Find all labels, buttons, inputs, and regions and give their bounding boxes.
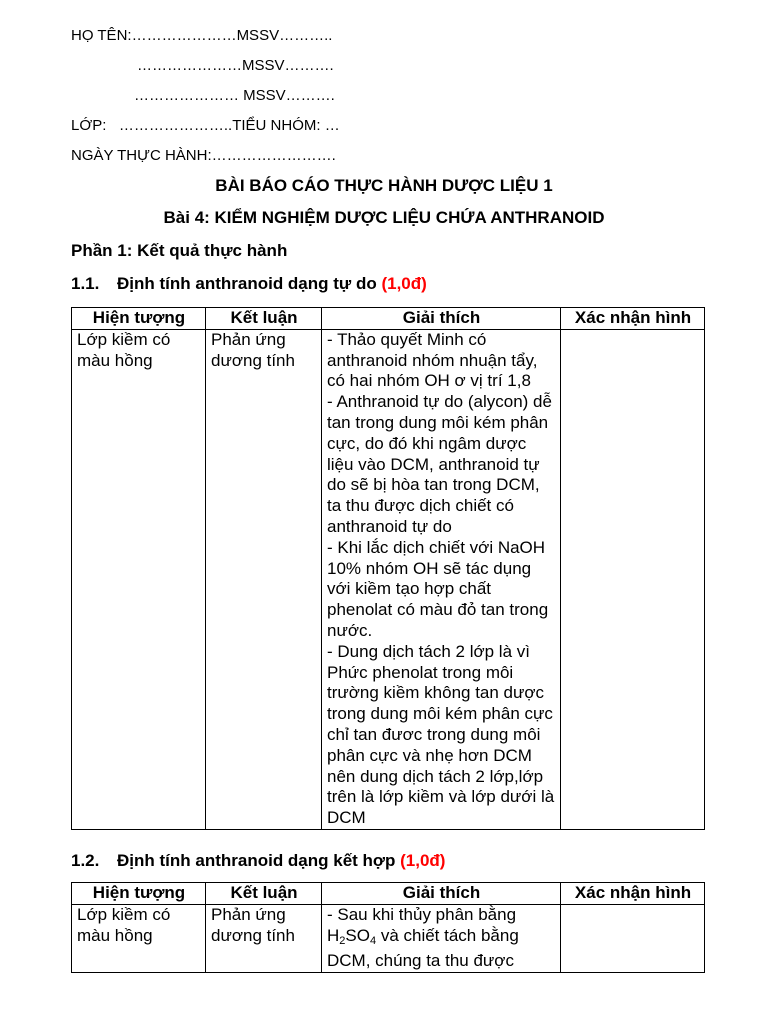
explanation-paragraph: - Anthranoid tự do (alycon) dễ tan trong dung môi kém phân cực, do đó khi ngâm dược liệu vào DCM, anthranoid tự do sẽ bị hòa tan trong DCM, ta thu được dịch chiết có anthranoid tự do (327, 392, 552, 536)
table-header-row (72, 308, 705, 330)
class-group-line: LỚP: …………………..TIỂU NHÓM: … (71, 117, 340, 134)
student-line-3: ………………… MSSV………. (134, 87, 335, 104)
section-1-2-heading (71, 851, 445, 871)
section-score: (1,0đ) (400, 851, 446, 870)
part1-heading: Phần 1: Kết quả thực hành (71, 241, 288, 260)
student-name-line: HỌ TÊN:…………………MSSV……….. (71, 27, 333, 44)
cell-confirmation (561, 329, 705, 829)
explanation-text: và chiết tách bằng DCM, chúng ta thu được (327, 925, 519, 971)
lesson-title: Bài 4: KIỂM NGHIỆM DƯỢC LIỆU CHỨA ANTHRANOID (163, 208, 605, 227)
report-title: BÀI BÁO CÁO THỰC HÀNH DƯỢC LIỆU 1 (215, 176, 553, 195)
cell-conclusion: Phản ứng dương tính (206, 904, 322, 972)
explanation-paragraph: - Dung dịch tách 2 lớp là vì Phức phenolat trong môi trường kiềm không tan dược trong dung môi kém phân cực chỉ tan đươc trong dung môi phân cực và nhẹ hơn DCM nên dung dịch tách 2 lớp,lớp trên là lớp kiềm và lớp dưới là DCM (327, 641, 555, 828)
section-number: 1.2. (71, 851, 100, 870)
cell-confirmation (561, 904, 705, 972)
explanation-paragraph: - Khi lắc dịch chiết với NaOH 10% nhóm OH sẽ tác dụng với kiềm tạo hợp chất phenolat có màu đỏ tan trong nước. (327, 537, 549, 640)
header-explanation: Giải thích (322, 308, 561, 330)
section-number: 1.1. (71, 274, 100, 293)
header-phenomenon: Hiện tượng (72, 883, 206, 905)
section-title: Định tính anthranoid dạng tự do (117, 274, 382, 293)
table-row (72, 904, 705, 972)
header-conclusion: Kết luận (206, 308, 322, 330)
header-conclusion: Kết luận (206, 883, 322, 905)
cell-explanation (322, 329, 561, 829)
section-1-1-heading (71, 274, 427, 294)
free-anthranoid-table (71, 307, 705, 830)
student-line-2: …………………MSSV………. (137, 57, 334, 74)
header-confirmation: Xác nhận hình (561, 308, 705, 330)
section-title: Định tính anthranoid dạng kết hợp (117, 851, 401, 870)
practice-date-line: NGÀY THỰC HÀNH:……………………. (71, 147, 336, 164)
header-phenomenon: Hiện tượng (72, 308, 206, 330)
explanation-text: SO (345, 925, 370, 945)
cell-conclusion: Phản ứng dương tính (206, 329, 322, 829)
header-explanation: Giải thích (322, 883, 561, 905)
table-row (72, 329, 705, 829)
combined-anthranoid-table (71, 882, 705, 973)
explanation-paragraph: - Thảo quyết Minh có anthranoid nhóm nhuận tẩy, có hai nhóm OH ơ vị trí 1,8 (327, 329, 538, 391)
header-confirmation: Xác nhận hình (561, 883, 705, 905)
section-score: (1,0đ) (381, 274, 427, 293)
cell-phenomenon: Lớp kiềm có màu hồng (72, 904, 206, 972)
explanation-text: - Sau khi thủy phân bằng H (327, 904, 517, 945)
cell-explanation (322, 904, 561, 972)
cell-phenomenon: Lớp kiềm có màu hồng (72, 329, 206, 829)
subscript: 4 (369, 934, 377, 947)
table-header-row (72, 883, 705, 905)
subscript: 2 (339, 934, 346, 947)
